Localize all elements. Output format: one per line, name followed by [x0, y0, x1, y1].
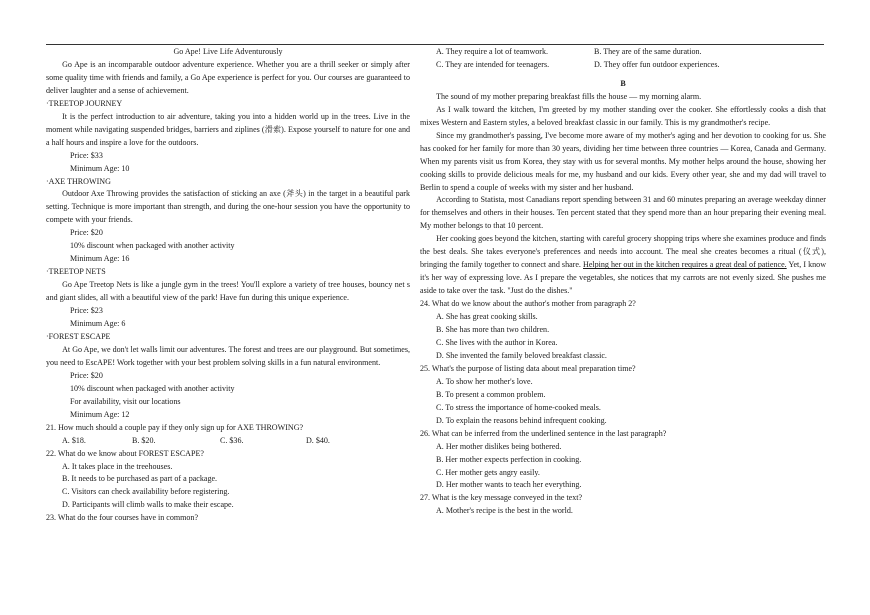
- q24-option-d: D. She invented the family beloved breakfast classic.: [436, 350, 607, 360]
- q22-option-d: D. Participants will climb walls to make their escape.: [62, 500, 234, 510]
- q24-option-a: A. She has great cooking skills.: [436, 312, 538, 322]
- passage-b-para-1: The sound of my mother preparing breakfast fills the house — my morning alarm.: [436, 91, 702, 101]
- q25-option-a: A. To show her mother's love.: [436, 376, 533, 386]
- question-27: 27. What is the key message conveyed in the text?: [420, 493, 583, 503]
- para-5-start: Her cooking goes beyond the kitchen, starting with careful grocery shopping trips where she examines produce and finds the best deals. She takes everyone's preferences and needs into account. The meal she creates becomes a ritual (仪式), bringing the family together to connect and share.: [420, 234, 826, 270]
- forest-escape-desc: At Go Ape, we don't let walls limit our adventures. The forest and trees are our playground. But sometimes, you need to EscAPE! Work together with your best problem solving skills in a fun natural environment.: [46, 344, 410, 367]
- section-heading-treetop-nets: ·TREETOP NETS: [46, 267, 106, 277]
- q23-option-d: D. They offer fun outdoor experiences.: [594, 59, 720, 69]
- para-5-end: Yet, I know it's her way of expressing love. As I prepare the vegetables, she notices that my carrots are not evenly sized. She pushes me aside to take over the task. "Just do the dishes.": [420, 260, 827, 296]
- passage-b-para-3: Since my grandmother's passing, I've become more aware of my mother's aging and her devotion to cooking for us. She has cooked for her family for more than 30 years, dividing her time between three countries — Korea, Canada and Germany. When my parents visit us from Korea, they stay with us for several months. My mother helps around the house, showing her cooking skills to provide delicious meals for me, my husband and our kids. Every other year, she and my dad will travel to Berlin to spend a couple of weeks with my sister and her husband.: [420, 130, 826, 192]
- axe-throwing-desc: Outdoor Axe Throwing provides the satisfaction of sticking an axe (斧头) in the target in a beautiful park setting. Technique is more important than strength, and during the one-hour session you have the opportunity to compete with your friends.: [46, 189, 410, 225]
- question-24: 24. What do we know about the author's mother from paragraph 2?: [420, 299, 636, 309]
- q24-option-c: C. She lives with the author in Korea.: [436, 337, 558, 347]
- q22-option-b: B. It needs to be purchased as part of a package.: [62, 474, 218, 484]
- question-26: 26. What can be inferred from the underlined sentence in the last paragraph?: [420, 428, 667, 438]
- left-column: [46, 46, 410, 525]
- treetop-nets-desc: Go Ape Treetop Nets is like a jungle gym in the trees! You'll explore a variety of tree houses, bouncy net s and giant slides, all with a beautiful view of the park! Have fun during this unique experience.: [46, 280, 410, 303]
- passage-a-intro: Go Ape is an incomparable outdoor adventure experience. Whether you are a thrill seeker or simply after some quality time with friends and family, a Go Ape experience is perfect for you. Our courses are guaranteed to deliver laughter and a sense of achievement.: [46, 59, 410, 95]
- q22-option-c: C. Visitors can check availability before registering.: [62, 487, 230, 497]
- q24-option-b: B. She has more than two children.: [436, 325, 550, 335]
- treetop-nets-age: Minimum Age: 6: [70, 319, 126, 329]
- q26-option-a: A. Her mother dislikes being bothered.: [436, 441, 562, 451]
- forest-escape-age: Minimum Age: 12: [70, 409, 130, 419]
- top-rule: [46, 44, 824, 45]
- passage-b-para-5: [420, 233, 826, 298]
- q21-option-a: A. $18.: [62, 435, 86, 445]
- treetop-journey-price: Price: $33: [70, 150, 103, 160]
- axe-throwing-price: Price: $20: [70, 228, 103, 238]
- q27-option-a: A. Mother's recipe is the best in the world.: [436, 506, 573, 516]
- q23-option-a: A. They require a lot of teamwork.: [436, 47, 549, 56]
- q26-option-b: B. Her mother expects perfection in cooking.: [436, 454, 582, 464]
- q25-option-b: B. To present a common problem.: [436, 389, 546, 399]
- q25-option-c: C. To stress the importance of home-cooked meals.: [436, 402, 601, 412]
- axe-throwing-age: Minimum Age: 16: [70, 254, 130, 264]
- q26-option-c: C. Her mother gets angry easily.: [436, 467, 540, 477]
- question-23-options-row1: [420, 46, 826, 59]
- question-22: 22. What do we know about FOREST ESCAPE?: [46, 448, 204, 458]
- passage-b-para-4: According to Statista, most Canadians report spending between 31 and 60 minutes preparing an average weekday dinner for themselves and others in their houses. Ten percent stated that they spend more than an hour preparing their evening meal. My mother belongs to that 10 percent.: [420, 195, 826, 231]
- question-21-options: [46, 435, 410, 448]
- question-21: 21. How much should a couple pay if they only sign up for AXE THROWING?: [46, 422, 304, 432]
- q23-option-b: B. They are of the same duration.: [594, 47, 702, 56]
- q21-option-c: C. $36.: [220, 435, 244, 445]
- forest-escape-discount: 10% discount when packaged with another activity: [70, 383, 235, 393]
- section-heading-treetop-journey: ·TREETOP JOURNEY: [46, 98, 123, 108]
- question-25: 25. What's the purpose of listing data about meal preparation time?: [420, 363, 636, 373]
- right-column: [420, 46, 826, 518]
- passage-a-title: Go Ape! Live Life Adventurously: [173, 47, 283, 56]
- underlined-sentence: Helping her out in the kitchen requires a great deal of patience.: [583, 260, 787, 270]
- section-heading-axe-throwing: ·AXE THROWING: [46, 176, 111, 186]
- forest-escape-price: Price: $20: [70, 370, 103, 380]
- treetop-journey-age: Minimum Age: 10: [70, 163, 130, 173]
- q26-option-d: D. Her mother wants to teach her everything.: [436, 480, 582, 490]
- section-heading-forest-escape: ·FOREST ESCAPE: [46, 331, 111, 341]
- q22-option-a: A. It takes place in the treehouses.: [62, 461, 173, 471]
- q21-option-d: D. $40.: [306, 435, 330, 445]
- treetop-nets-price: Price: $23: [70, 306, 103, 316]
- treetop-journey-desc: It is the perfect introduction to air adventure, taking you into a hidden world up in the trees. Live in the moment while navigating suspended bridges, barriers and ziplines (滑索). Expose yourself to nature for one and a half hours and inspire a love for the outdoors.: [46, 111, 410, 147]
- axe-throwing-discount: 10% discount when packaged with another activity: [70, 241, 235, 251]
- q21-option-b: B. $20.: [132, 435, 156, 445]
- passage-b-para-2: As I walk toward the kitchen, I'm greeted by my mother standing over the cooker. She effortlessly cooks a dish that mixes Western and Eastern styles, a beloved breakfast classic in our family. This is my grandmother's recipe.: [420, 104, 826, 127]
- q23-option-c: C. They are intended for teenagers.: [436, 59, 550, 69]
- question-23: 23. What do the four courses have in common?: [46, 513, 199, 523]
- section-b-label: B: [620, 78, 626, 88]
- q25-option-d: D. To explain the reasons behind infrequent cooking.: [436, 415, 607, 425]
- question-23-options-row2: [420, 59, 826, 72]
- forest-escape-availability: For availability, visit our locations: [70, 396, 181, 406]
